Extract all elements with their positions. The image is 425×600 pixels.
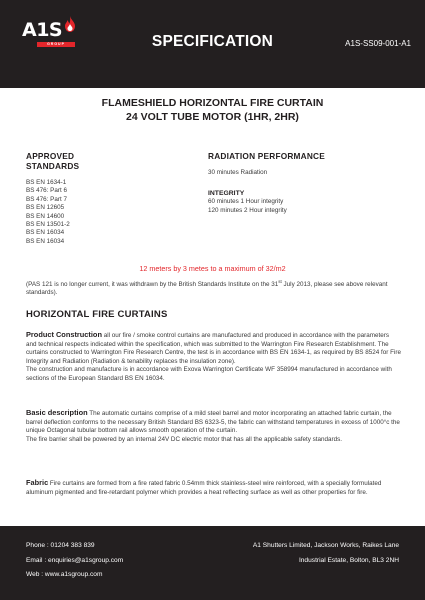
fabric-paragraph (26, 479, 401, 497)
approved-standards-section (26, 151, 176, 246)
product-title-line-2: 24 VOLT TUBE MOTOR (1HR, 2HR) (126, 111, 299, 123)
standard-item: BS EN 16034 (26, 237, 65, 245)
product-construction-text-2: The construction and manufacture is in accordance with Exova Warrington Certificate WF 358994 manufactured in accordance with sections of the European Standard BS EN 16034. (26, 366, 392, 382)
pas-note-text-end: July 2013, please see above relevant standards). (26, 281, 388, 297)
basic-description-text-2: The fire barrier shall be powered by an internal 24V DC electric motor that has all the applicable safety standards. (26, 435, 343, 443)
integrity-heading: INTEGRITY (208, 190, 245, 198)
product-title (0, 96, 425, 124)
size-limit-note: 12 meters by 3 metes to a maximum of 32/m2 (139, 264, 286, 273)
product-construction-paragraph (26, 331, 401, 384)
footer-address-line-2: Industrial Estate, Bolton, BL3 2NH (298, 556, 399, 564)
section-heading: HORIZONTAL FIRE CURTAINS (26, 309, 168, 320)
standard-item: BS 476: Part 7 (26, 195, 67, 203)
product-title-line-1: FLAMESHIELD HORIZONTAL FIRE CURTAIN (101, 97, 324, 109)
flame-icon (64, 16, 76, 32)
basic-description-paragraph (26, 409, 401, 444)
radiation-performance-section (208, 151, 398, 215)
pas-note-superscript: st (278, 278, 282, 284)
footer-email: Email : enquiries@a1sgroup.com (26, 556, 124, 564)
standard-item: BS EN 16034 (26, 229, 65, 237)
footer-bar (0, 526, 425, 600)
product-construction-text: all our fire / smoke control curtains are manufactured and produced in accordance with the parameters and technical respects indicated within the specification, which was submitted to the Warrington Fire Research Establishment. The curtains constructed to Warrington Fire Research Centre, the test is in accordance with BS EN 1634-1, as required by BS 8524 for Fire Integrity and Radiation (Radiation & tenability replaces the insulation zone). (26, 332, 401, 365)
footer-address-line-1: A1 Shutters Limited, Jackson Works, Raikes Lane (252, 542, 399, 549)
standard-item: BS EN 12605 (26, 204, 65, 212)
logo-text: A1S (22, 19, 63, 41)
radiation-value: 30 minutes Radiation (208, 169, 268, 176)
footer-contact (26, 539, 123, 583)
approved-heading-line-2: STANDARDS (26, 161, 80, 171)
standard-item: BS EN 13501-2 (26, 221, 70, 229)
pas-note-text: (PAS 121 is no longer current, it was withdrawn by the British Standards Institute on the 31 (26, 281, 279, 288)
header-bar (0, 0, 425, 88)
document-reference: A1S-SS09-001-A1 (345, 39, 411, 48)
footer-address (253, 539, 399, 568)
standard-item: BS 476: Part 6 (26, 187, 67, 195)
standard-item: BS EN 14600 (26, 212, 65, 220)
logo-group-label: GROUP (37, 42, 75, 47)
basic-description-text: The automatic curtains comprise of a mild steel barrel and motor incorporating an attached fabric curtain, the barrel deflection conforms to the necessary British Standard BS 6323-5, the fabric can withstand temperatures in excess of 1000°c the unique Octagonal tubular bottom rail allows smooth operation of the curtain. (26, 410, 400, 435)
approved-heading-line-1: APPROVED (26, 151, 75, 161)
integrity-item: 120 minutes 2 Hour integrity (208, 206, 287, 214)
standards-list (26, 179, 176, 246)
page-title: SPECIFICATION (151, 33, 274, 50)
footer-web: Web : www.a1sgroup.com (26, 571, 103, 578)
footer-phone: Phone : 01204 383 839 (26, 542, 95, 549)
integrity-item: 60 minutes 1 Hour integrity (208, 198, 284, 206)
approved-standards-heading (26, 151, 176, 171)
product-construction-label: Product Construction (26, 330, 102, 339)
basic-description-label: Basic description (26, 408, 88, 417)
standard-item: BS EN 1634-1 (26, 179, 67, 186)
fabric-text: Fire curtains are formed from a fire rated fabric 0.54mm thick stainless-steel wire reinforced, with a specially formulated aluminum pigmented and fire-retardant polymer which provides a heat reflecting surface as well as other properties for fire. (26, 480, 382, 496)
radiation-heading: RADIATION PERFORMANCE (208, 151, 325, 161)
pas-note (26, 278, 401, 298)
fabric-label: Fabric (26, 478, 49, 487)
